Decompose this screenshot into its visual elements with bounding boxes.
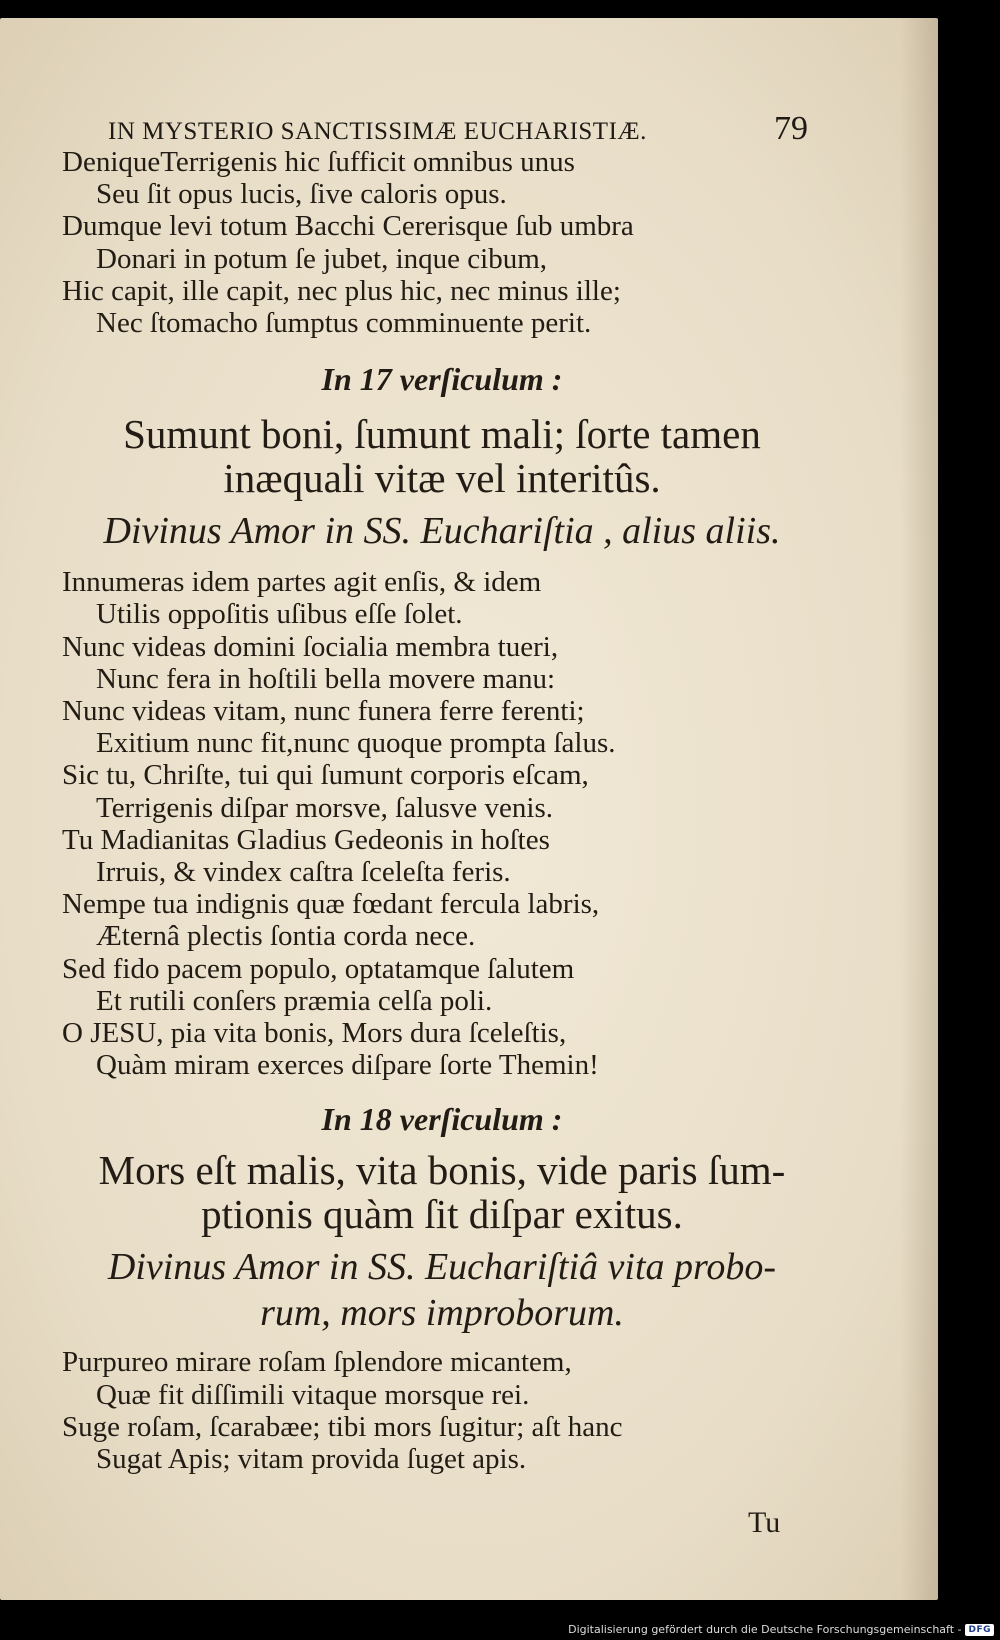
verse-line: Seu ſit opus lucis, ſive caloris opus. [96, 178, 507, 211]
poem-heading-18 [62, 1244, 822, 1336]
page-body [62, 146, 822, 1475]
credit-text: Digitalisierung gefördert durch die Deutsche Forschungsgemeinschaft - [568, 1623, 962, 1636]
verse-line: O JESU, pia vita bonis, Mors dura ſceleſtis, [62, 1017, 567, 1050]
verse-block-1 [62, 146, 822, 339]
poem-heading-17: Divinus Amor in SS. Euchariſtia , alius aliis. [103, 510, 781, 553]
scripture-line: Mors eſt malis, vita bonis, vide paris ſum- [98, 1147, 786, 1194]
verse-line: Sugat Apis; vitam provida ſuget apis. [96, 1443, 527, 1476]
verse-line: Innumeras idem partes agit enſis, & idem [62, 566, 542, 599]
verse-block-2 [62, 566, 822, 1081]
verse-line: Nempe tua indignis quæ fœdant fercula labris, [62, 888, 600, 921]
verse-line: Quæ fit diſſimili vitaque morsque rei. [96, 1378, 530, 1411]
digitization-credit [568, 1623, 994, 1636]
section-caption-17: In 17 verſiculum : [321, 361, 563, 398]
verse-line: Hic capit, ille capit, nec plus hic, nec minus ille; [62, 274, 621, 307]
scripture-line: ptionis quàm ſit diſpar exitus. [201, 1191, 683, 1238]
verse-line: Tu Madianitas Gladius Gedeonis in hoſtes [62, 823, 550, 856]
verse-block-3 [62, 1346, 822, 1475]
page-number: 79 [774, 110, 808, 147]
book-page [0, 18, 938, 1600]
verse-line: Et rutili conſers præmia celſa poli. [96, 984, 493, 1017]
verse-line: Nunc fera in hoſtili bella movere manu: [96, 662, 556, 695]
verse-line: Nec ſtomacho ſumptus comminuente perit. [96, 307, 592, 340]
verse-line: Irruis, & vindex caſtra ſceleſta feris. [96, 856, 511, 889]
scripture-text-18 [62, 1148, 822, 1236]
poem-heading-line: rum, mors improborum. [260, 1292, 624, 1335]
verse-line: Suge roſam, ſcarabæe; tibi mors ſugitur; aſt hanc [62, 1410, 623, 1443]
verse-line: Terrigenis diſpar morsve, ſalusve venis. [96, 791, 554, 824]
verse-line: Sed fido pacem populo, optatamque ſalutem [62, 952, 575, 985]
verse-line: Sic tu, Chriſte, tui qui ſumunt corporis eſcam, [62, 759, 589, 792]
running-title: IN MYSTERIO SANCTISSIMÆ EUCHARISTIÆ. [108, 118, 647, 145]
running-header [108, 110, 808, 148]
verse-line: DeniqueTerrigenis hic ſufficit omnibus unus [62, 146, 575, 178]
poem-heading-line: Divinus Amor in SS. Euchariſtiâ vita probo- [107, 1246, 777, 1289]
verse-line: Donari in potum ſe jubet, inque cibum, [96, 242, 548, 275]
catchword: Tu [748, 1506, 781, 1539]
verse-line: Utilis oppoſitis uſibus eſſe ſolet. [96, 598, 463, 631]
verse-line: Purpureo mirare roſam ſplendore micantem, [62, 1346, 572, 1379]
scripture-line: Sumunt boni, ſumunt mali; ſorte tamen [123, 411, 761, 458]
verse-line: Dumque levi totum Bacchi Cererisque ſub umbra [62, 210, 634, 243]
scripture-text-17 [62, 412, 822, 500]
verse-line: Nunc videas vitam, nunc funera ferre ferenti; [62, 695, 585, 728]
scripture-line: inæquali vitæ vel interitûs. [223, 455, 661, 502]
verse-line: Nunc videas domini ſocialia membra tueri, [62, 630, 559, 663]
verse-line: Æternâ plectis ſontia corda nece. [96, 920, 476, 953]
verse-line: Quàm miram exerces diſpare ſorte Themin! [96, 1049, 599, 1082]
section-caption-18: In 18 verſiculum : [321, 1101, 563, 1138]
dfg-logo-icon: DFG [965, 1624, 994, 1636]
verse-line: Exitium nunc fit,nunc quoque prompta ſalus. [96, 727, 616, 760]
